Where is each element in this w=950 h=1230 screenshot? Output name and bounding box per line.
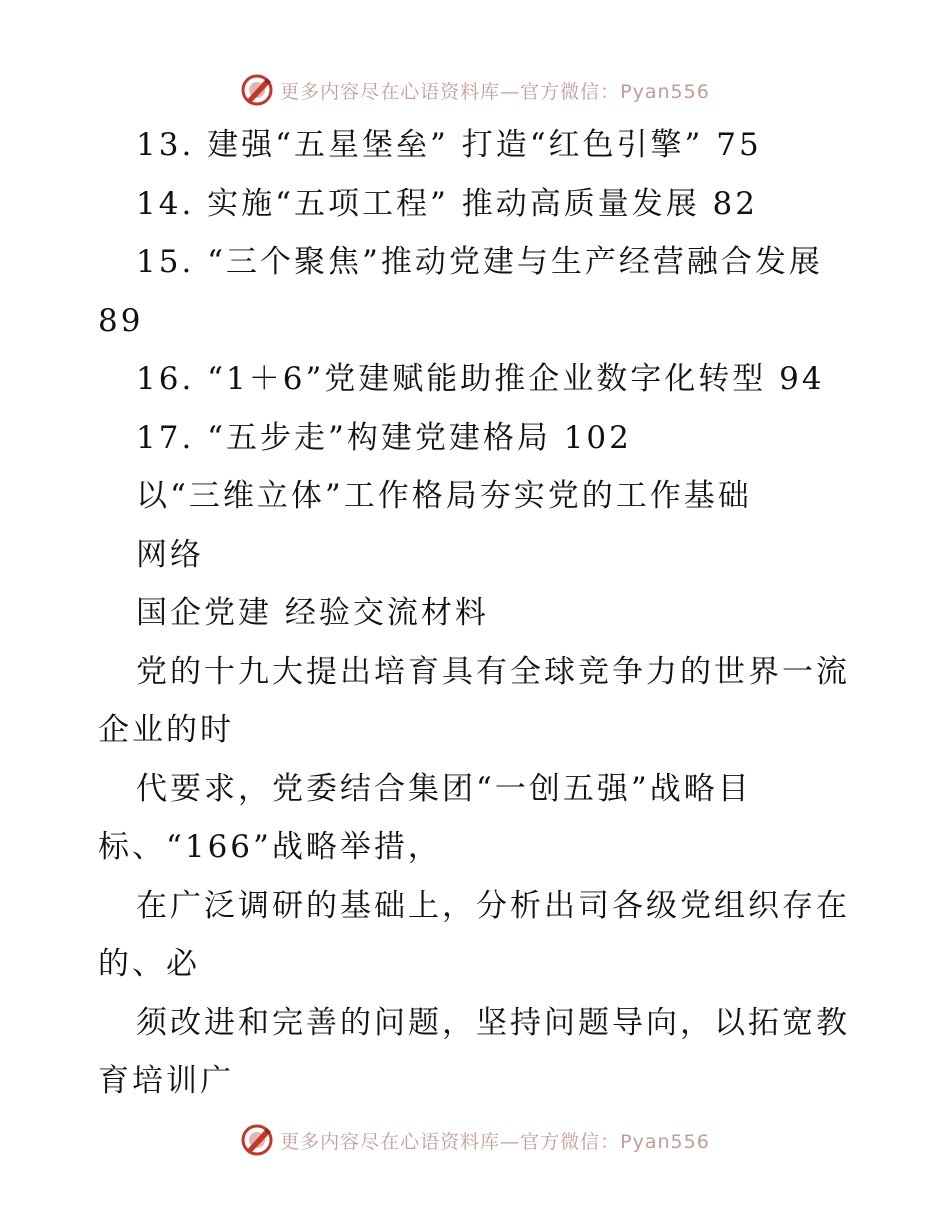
text-line: 国企党建 经验交流材料: [136, 595, 489, 631]
text-line: 育培训广: [98, 1063, 234, 1099]
text-line: 的、必: [98, 946, 200, 982]
text-line: 网络: [136, 536, 204, 573]
text-line: 16. “1＋6”党建赋能助推企业数字化转型 94: [136, 361, 825, 397]
text-line: 标、“166”战略举措，: [98, 829, 442, 865]
watermark-text: 更多内容尽在心语资料库—官方微信：Pyan556: [280, 80, 710, 103]
text-line: 在广泛调研的基础上，分析出司各级党组织存在: [136, 887, 850, 924]
document-body: [98, 116, 858, 1111]
pen-seal-icon: [240, 1123, 274, 1157]
text-line: 须改进和完善的问题，坚持问题导向，以拓宽教: [136, 1004, 850, 1041]
text-line: 以“三维立体”工作格局夯实党的工作基础: [136, 478, 752, 514]
text-line: 17. “五步走”构建党建格局 102: [136, 419, 632, 456]
footer-watermark: [0, 1120, 950, 1160]
text-line: 15. “三个聚焦”推动党建与生产经营融合发展: [136, 244, 823, 280]
text-line: 代要求，党委结合集团“一创五强”战略目: [136, 770, 752, 807]
header-watermark: [0, 70, 950, 110]
text-line: 89: [98, 302, 144, 339]
text-line: 企业的时: [98, 712, 234, 748]
watermark-text: 更多内容尽在心语资料库—官方微信：Pyan556: [280, 1130, 710, 1153]
pen-seal-icon: [240, 73, 274, 107]
text-line: 13. 建强“五星堡垒” 打造“红色引擎” 75: [136, 127, 762, 163]
text-line: 14. 实施“五项工程” 推动高质量发展 82: [136, 185, 759, 222]
text-line: 党的十九大提出培育具有全球竞争力的世界一流: [136, 653, 850, 690]
